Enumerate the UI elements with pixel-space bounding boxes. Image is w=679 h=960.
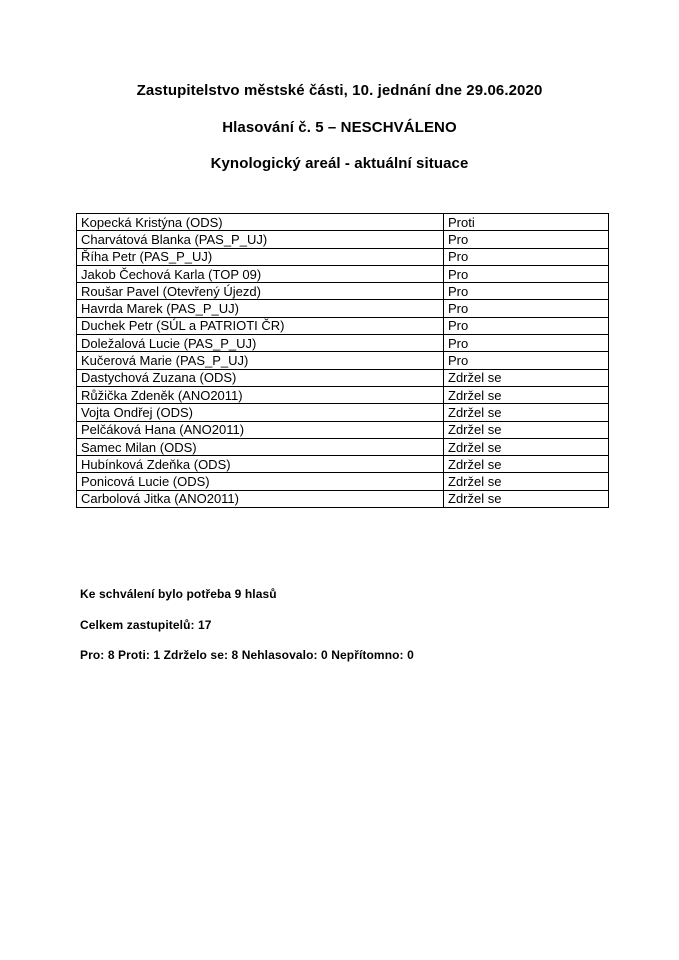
member-name-cell: Doležalová Lucie (PAS_P_UJ) xyxy=(77,335,444,352)
member-name-cell: Říha Petr (PAS_P_UJ) xyxy=(77,248,444,265)
vote-cell: Zdržel se xyxy=(444,473,609,490)
table-row xyxy=(77,283,609,300)
vote-cell: Pro xyxy=(444,231,609,248)
member-name-cell: Hubínková Zdeňka (ODS) xyxy=(77,456,444,473)
member-name-cell: Kopecká Kristýna (ODS) xyxy=(77,214,444,231)
table-row xyxy=(77,248,609,265)
vote-cell: Pro xyxy=(444,265,609,282)
table-row xyxy=(77,214,609,231)
member-name-cell: Roušar Pavel (Otevřený Újezd) xyxy=(77,283,444,300)
table-row xyxy=(77,386,609,403)
table-row xyxy=(77,473,609,490)
member-name-cell: Charvátová Blanka (PAS_P_UJ) xyxy=(77,231,444,248)
table-row xyxy=(77,490,609,507)
member-name-cell: Jakob Čechová Karla (TOP 09) xyxy=(77,265,444,282)
table-row xyxy=(77,421,609,438)
vote-cell: Zdržel se xyxy=(444,386,609,403)
vote-cell: Pro xyxy=(444,335,609,352)
table-row xyxy=(77,352,609,369)
table-row xyxy=(77,438,609,455)
vote-cell: Pro xyxy=(444,283,609,300)
member-name-cell: Havrda Marek (PAS_P_UJ) xyxy=(77,300,444,317)
member-name-cell: Pelčáková Hana (ANO2011) xyxy=(77,421,444,438)
member-name-cell: Kučerová Marie (PAS_P_UJ) xyxy=(77,352,444,369)
member-name-cell: Duchek Petr (SÚL a PATRIOTI ČR) xyxy=(77,317,444,334)
vote-cell: Zdržel se xyxy=(444,404,609,421)
vote-counts-note: Pro: 8 Proti: 1 Zdrželo se: 8 Nehlasovalo: 0 Nepřítomno: 0 xyxy=(80,648,414,662)
vote-cell: Zdržel se xyxy=(444,438,609,455)
member-name-cell: Vojta Ondřej (ODS) xyxy=(77,404,444,421)
document-title: Zastupitelstvo městské části, 10. jednání dne 29.06.2020 xyxy=(136,82,543,99)
vote-cell: Proti xyxy=(444,214,609,231)
table-row xyxy=(77,300,609,317)
vote-cell: Zdržel se xyxy=(444,490,609,507)
table-row xyxy=(77,369,609,386)
total-members-note: Celkem zastupitelů: 17 xyxy=(80,618,212,632)
vote-cell: Zdržel se xyxy=(444,456,609,473)
member-name-cell: Růžička Zdeněk (ANO2011) xyxy=(77,386,444,403)
member-name-cell: Carbolová Jitka (ANO2011) xyxy=(77,490,444,507)
vote-table-body xyxy=(77,214,609,508)
table-row xyxy=(77,404,609,421)
quorum-note: Ke schválení bylo potřeba 9 hlasů xyxy=(80,587,277,601)
vote-cell: Zdržel se xyxy=(444,369,609,386)
table-row xyxy=(77,335,609,352)
table-row xyxy=(77,231,609,248)
vote-cell: Pro xyxy=(444,352,609,369)
member-name-cell: Samec Milan (ODS) xyxy=(77,438,444,455)
vote-cell: Pro xyxy=(444,300,609,317)
vote-cell: Pro xyxy=(444,317,609,334)
vote-result-title: Hlasování č. 5 – NESCHVÁLENO xyxy=(222,119,457,136)
agenda-item-title: Kynologický areál - aktuální situace xyxy=(210,155,469,172)
table-row xyxy=(77,456,609,473)
vote-cell: Pro xyxy=(444,248,609,265)
vote-cell: Zdržel se xyxy=(444,421,609,438)
table-row xyxy=(77,265,609,282)
member-name-cell: Dastychová Zuzana (ODS) xyxy=(77,369,444,386)
member-name-cell: Ponicová Lucie (ODS) xyxy=(77,473,444,490)
table-row xyxy=(77,317,609,334)
vote-table xyxy=(76,213,609,508)
